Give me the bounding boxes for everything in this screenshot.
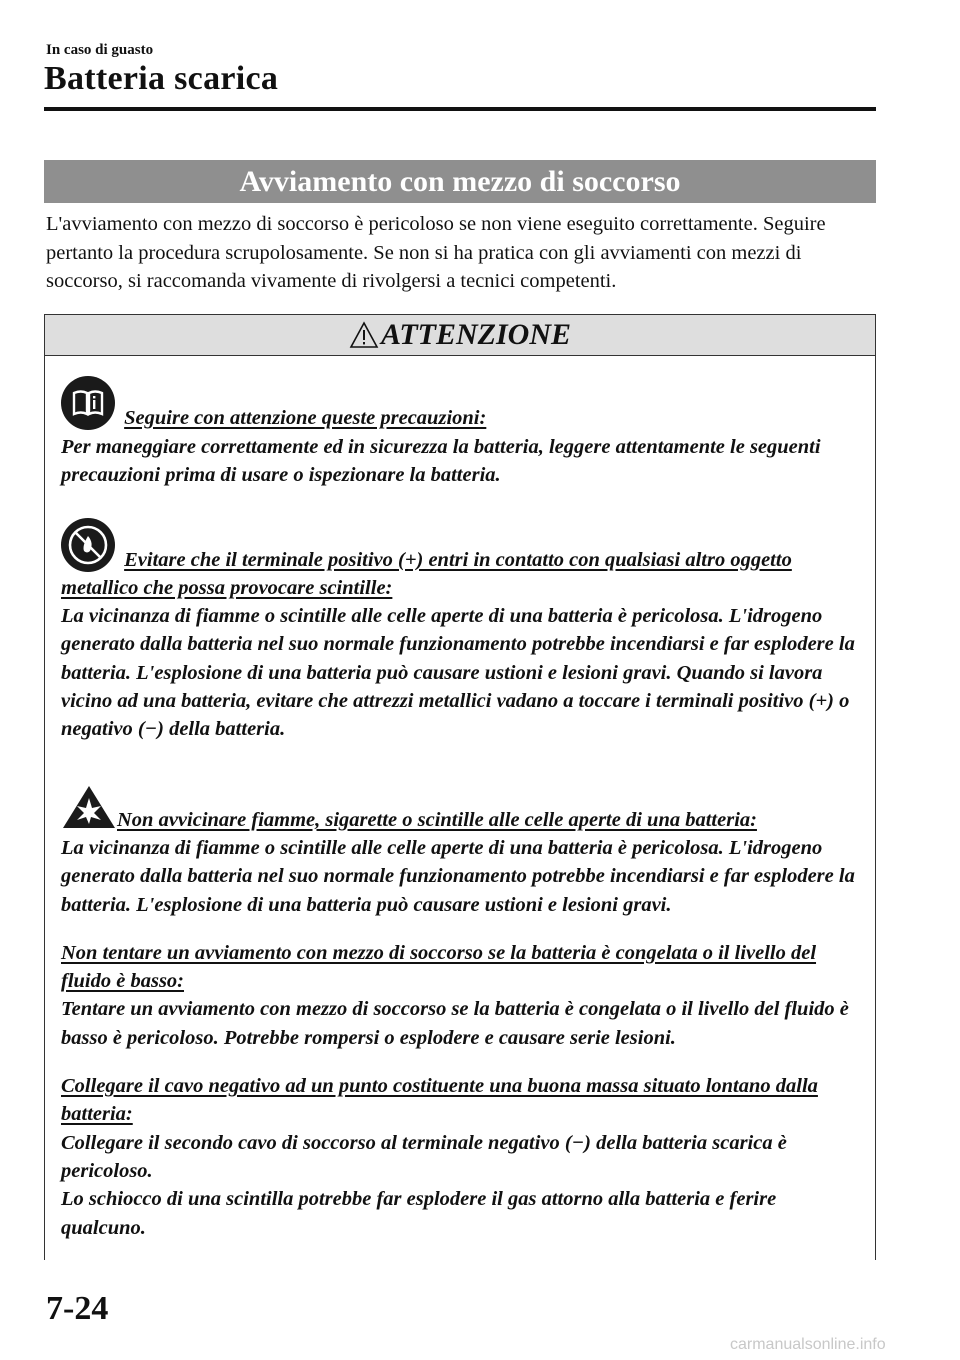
explosion-hazard-icon [61,784,117,830]
manual-book-icon [61,376,115,430]
section-title: Batteria scarica [44,60,279,97]
warning-item-1-body: Per maneggiare correttamente ed in sicurezza la batteria, leggere attentamente le seguenti precauzioni prima di usare o ispezionare la batteria. [61,436,821,487]
warning-item-3-body: La vicinanza di fiamme o scintille alle celle aperte di una batteria è pericolosa. L'idrogeno generato dalla batteria nel suo normale funzionamento potrebbe incendiarsi e far esplodere la batteria. L'esplosione di una batteria può causare ustioni e lesioni gravi. [61,836,855,916]
warning-item-5-heading: Collegare il cavo negativo ad un punto costituente una buona massa situato lontano dalla batteria: [61,1075,818,1126]
section-banner: Avviamento con mezzo di soccorso [44,160,876,203]
warning-label: ATTENZIONE [380,318,572,351]
warning-header [45,315,875,356]
intro-paragraph: L'avviamento con mezzo di soccorso è pericoloso se non viene eseguito correttamente. Seguire pertanto la procedura scrupolosamente. Se non si ha pratica con gli avviamenti con mezzi di soccorso, si raccomanda vivamente di rivolgersi a tecnici competenti. [46,213,826,293]
no-flame-icon [61,518,115,572]
warning-triangle-icon [349,321,379,349]
warning-item-4-body: Tentare un avviamento con mezzo di soccorso se la batteria è congelata o il livello del fluido è basso è pericoloso. Potrebbe rompersi o esplodere e causare serie lesioni. [61,998,849,1049]
warning-item-4-heading: Non tentare un avviamento con mezzo di soccorso se la batteria è congelata o il livello del fluido è basso: [61,941,817,993]
warning-item-4 [61,939,861,1052]
title-rule [44,107,876,111]
warning-item-5 [61,1072,861,1242]
warning-body [45,376,875,1242]
page-number: 7-24 [46,1290,109,1327]
warning-item-1 [61,376,861,490]
warning-item-5-body-2: Lo schiocco di una scintilla potrebbe far esplodere il gas attorno alla batteria e ferire qualcuno. [61,1188,777,1239]
warning-item-2-body: La vicinanza di fiamme o scintille alle celle aperte di una batteria è pericolosa. L'idrogeno generato dalla batteria nel suo normale funzionamento potrebbe incendiarsi e far esplodere la batteria. L'esplosione di una batteria può causare ustioni e lesioni gravi. Quando si lavora vicino ad una batteria, evitare che attrezzi metallici vadano a toccare i terminali positivo (+) o negativo (−) della batteria. [61,605,855,741]
warning-item-1-heading: Seguire con attenzione queste precauzioni: [124,407,487,429]
warning-item-3 [61,784,861,919]
chapter-label: In caso di guasto [46,42,154,58]
warning-item-3-heading: Non avvicinare fiamme, sigarette o scintille alle celle aperte di una batteria: [117,808,757,831]
warning-item-2-heading: Evitare che il terminale positivo (+) entri in contatto con qualsiasi altro oggetto metallico che possa provocare scintille: [61,548,792,599]
watermark: carmanualsonline.info [730,1336,886,1353]
warning-item-2 [61,518,861,744]
warning-item-5-body: Collegare il secondo cavo di soccorso al terminale negativo (−) della batteria scarica è pericoloso. [61,1131,787,1182]
warning-box [44,314,876,1260]
